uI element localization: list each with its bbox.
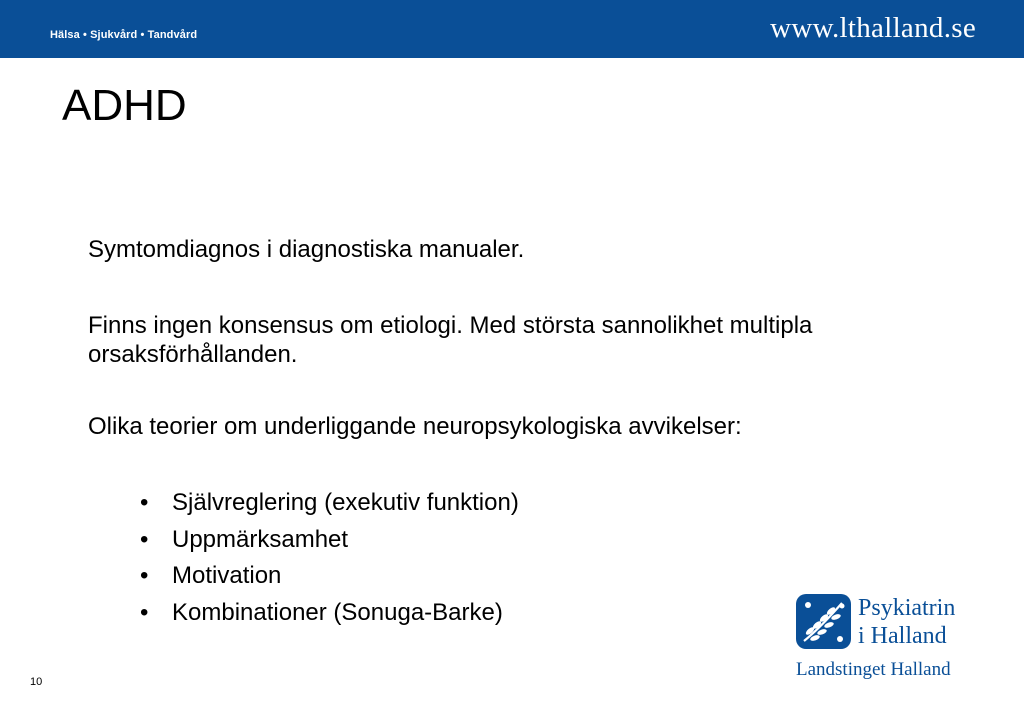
bullet-item (140, 558, 519, 595)
leaf-branch-emblem-icon (796, 594, 851, 649)
header-tagline: Hälsa • Sjukvård • Tandvård (50, 29, 198, 41)
bullet-marker: • (140, 525, 149, 553)
bullet-marker: • (140, 562, 149, 589)
logo-subtitle: Landstinget Halland (796, 659, 951, 680)
bullet-text: Kombinationer (Sonuga-Barke) (172, 598, 503, 626)
bullet-list (140, 485, 519, 631)
bullet-text: Självreglering (exekutiv funktion) (172, 489, 519, 516)
header-bar (0, 0, 1024, 58)
bullet-item (140, 485, 519, 522)
bullet-text: Uppmärksamhet (172, 525, 349, 553)
paragraph-2: Finns ingen konsensus om etiologi. Med största sannolikhet multipla orsaksförhållanden. (88, 312, 813, 368)
logo-line-1: Psykiatrin (858, 595, 956, 621)
logo-name (858, 594, 955, 650)
slide-title: ADHD (62, 81, 187, 130)
page-number: 10 (30, 676, 43, 688)
header-website[interactable]: www.lthalland.se (770, 12, 976, 44)
bullet-text: Motivation (172, 562, 282, 589)
bullet-marker: • (140, 598, 149, 626)
psykiatrin-logo (796, 594, 986, 684)
logo-line-2: i Halland (858, 623, 947, 649)
paragraph-3: Olika teorier om underliggande neuropsykologiska avvikelser: (88, 413, 742, 440)
paragraph-1: Symtomdiagnos i diagnostiska manualer. (88, 236, 525, 263)
bullet-item (140, 595, 519, 632)
bullet-marker: • (140, 489, 149, 516)
bullet-item (140, 522, 519, 559)
